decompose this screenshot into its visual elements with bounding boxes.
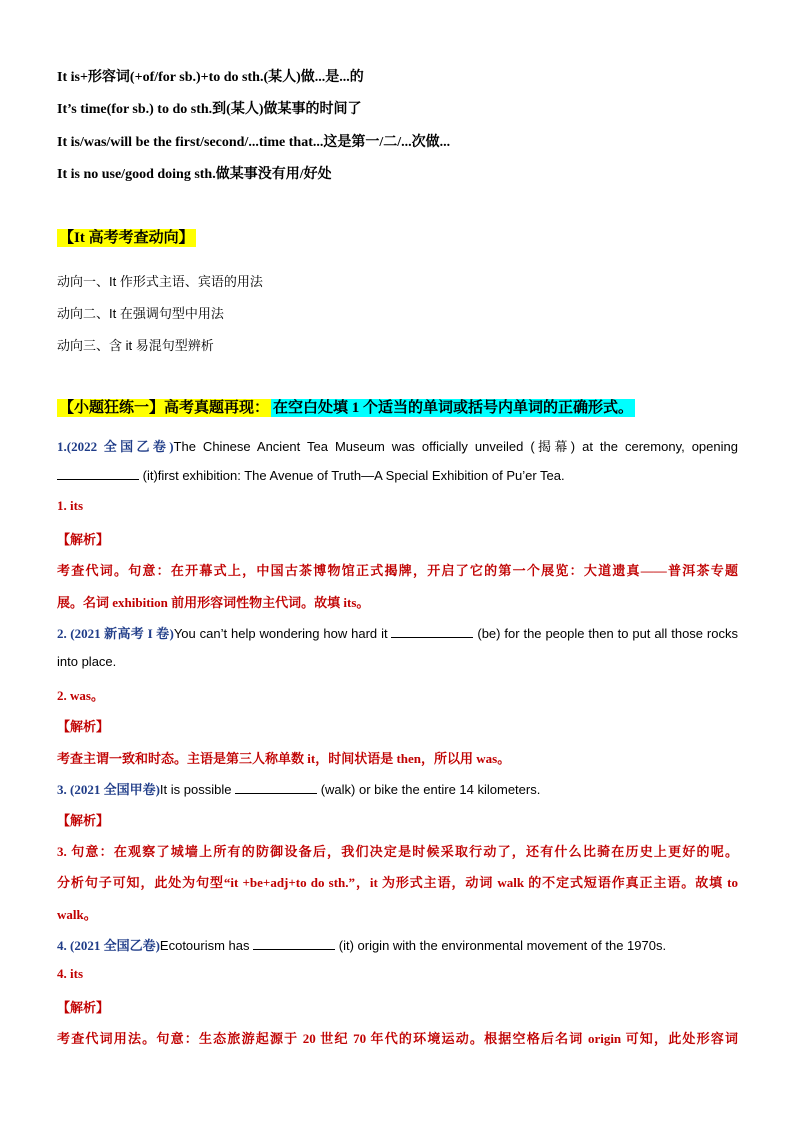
practice-heading-title: 【小题狂练一】高考真题再现： [59, 400, 270, 416]
analysis-text: 展。名词 exhibition 前用形容词性物主代词。故填 its。 [57, 595, 370, 610]
question-text: The Chinese Ancient Tea Museum was officially unveiled (揭幕) at the ceremony, opening [173, 439, 738, 454]
answer: 2. was。 [57, 688, 104, 703]
analysis-text: 分析句子可知，此处为句型“it +be+adj+to do sth.”，it 为形式主语，动词 walk 的不定式短语作真正主语。故填 to [57, 875, 738, 890]
question-source: 1.(2022 全国乙卷) [57, 439, 174, 454]
question-1 [57, 436, 738, 455]
answer-blank[interactable] [253, 937, 335, 950]
trend-item: 动向三、含 it 易混句型辨析 [57, 338, 214, 353]
analysis-label: 【解析】 [57, 532, 110, 547]
pattern-line: It is/was/will be the first/second/...time that...这是第一/二/...次做... [57, 135, 451, 150]
question-4 [57, 935, 666, 954]
trend-item: 动向二、It 在强调句型中用法 [57, 306, 224, 321]
practice-heading-instruction: 在空白处填 1 个适当的单词或括号内单词的正确形式。 [273, 400, 634, 416]
analysis-text: 考查主谓一致和时态。主语是第三人称单数 it，时间状语是 then，所以用 was。 [57, 751, 511, 766]
question-1-cont [57, 467, 565, 483]
analysis-text: 3. 句意：在观察了城墙上所有的防御设备后，我们决定是时候采取行动了，还有什么比骑在历史上更好的呢。 [57, 844, 738, 859]
question-source: 2. (2021 新高考 I 卷) [57, 626, 174, 641]
question-text: You can’t help wondering how hard it [173, 626, 392, 641]
question-text: (it)first exhibition: The Avenue of Truth—A Special Exhibition of Pu’er Tea. [139, 468, 565, 483]
analysis-text: walk。 [57, 907, 97, 922]
question-text: It is possible [159, 782, 236, 797]
question-text: (walk) or bike the entire 14 kilometers. [317, 782, 541, 797]
question-source: 3. (2021 全国甲卷) [57, 782, 160, 797]
answer-blank[interactable] [235, 781, 317, 794]
question-text: into place. [57, 654, 117, 669]
answer: 4. its [57, 966, 83, 981]
analysis-label: 【解析】 [57, 813, 110, 828]
analysis-label: 【解析】 [57, 719, 110, 734]
analysis-label: 【解析】 [57, 1000, 110, 1015]
trend-item: 动向一、It 作形式主语、宾语的用法 [57, 274, 263, 289]
section-heading-practice [57, 396, 635, 417]
question-text: Ecotourism has [159, 938, 254, 953]
question-3 [57, 779, 540, 798]
answer-blank[interactable] [57, 467, 139, 480]
pattern-line: It’s time(for sb.) to do sth.到(某人)做某事的时间了 [57, 102, 362, 117]
answer-blank[interactable] [391, 625, 473, 638]
analysis-text: 考查代词。句意：在开幕式上，中国古茶博物馆正式揭牌，开启了它的第一个展览：大道遗真——普洱茶专题 [57, 563, 738, 578]
analysis-text: 考查代词用法。句意：生态旅游起源于 20 世纪 70 年代的环境运动。根据空格后名词 origin 可知，此处形容词 [57, 1031, 738, 1046]
question-text: (it) origin with the environmental movement of the 1970s. [335, 938, 667, 953]
answer: 1. its [57, 498, 83, 513]
question-source: 4. (2021 全国乙卷) [57, 938, 160, 953]
pattern-line: It is no use/good doing sth.做某事没有用/好处 [57, 167, 332, 182]
pattern-line: It is+形容词(+of/for sb.)+to do sth.(某人)做...是...的 [57, 70, 364, 85]
section-heading-trends: 【It 高考考查动向】 [59, 230, 194, 246]
question-text: (be) for the people then to put all those rocks [473, 626, 738, 641]
question-2 [57, 623, 738, 642]
